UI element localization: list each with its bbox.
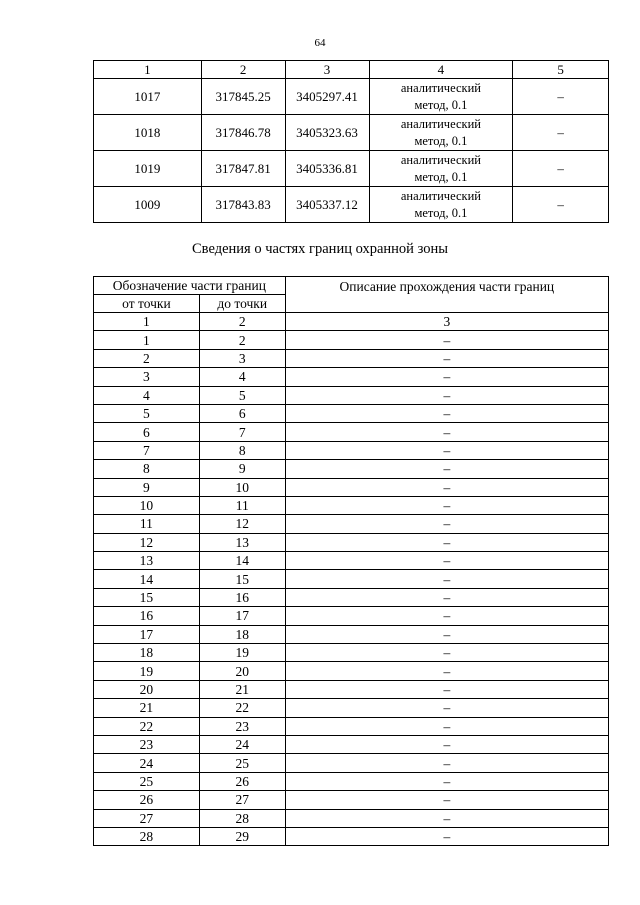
part-description: – xyxy=(285,552,608,570)
part-description: – xyxy=(285,368,608,386)
to-point: 19 xyxy=(199,644,285,662)
from-point: 17 xyxy=(94,625,200,643)
to-point-header: до точки xyxy=(199,295,285,313)
from-point: 9 xyxy=(94,478,200,496)
from-point: 20 xyxy=(94,680,200,698)
from-point: 8 xyxy=(94,460,200,478)
table-row xyxy=(94,588,609,606)
point-number: 1018 xyxy=(94,115,202,151)
part-description: – xyxy=(285,735,608,753)
table-row xyxy=(94,404,609,422)
part-description: – xyxy=(285,791,608,809)
table-row xyxy=(94,533,609,551)
x-coordinate: 317843.83 xyxy=(201,187,285,223)
table-row xyxy=(94,570,609,588)
table-row xyxy=(94,79,609,115)
table-row xyxy=(94,791,609,809)
part-description: – xyxy=(285,588,608,606)
method-line: метод, 0.1 xyxy=(414,205,468,220)
from-point: 6 xyxy=(94,423,200,441)
to-point: 29 xyxy=(199,827,285,845)
x-coordinate: 317845.25 xyxy=(201,79,285,115)
y-coordinate: 3405297.41 xyxy=(285,79,369,115)
part-description: – xyxy=(285,515,608,533)
part-description: – xyxy=(285,441,608,459)
coordinates-header-row xyxy=(94,61,609,79)
table-row xyxy=(94,699,609,717)
column-number: 5 xyxy=(513,61,609,79)
y-coordinate: 3405337.12 xyxy=(285,187,369,223)
to-point: 8 xyxy=(199,441,285,459)
x-coordinate: 317847.81 xyxy=(201,151,285,187)
to-point: 16 xyxy=(199,588,285,606)
determination-method xyxy=(369,79,513,115)
to-point: 14 xyxy=(199,552,285,570)
part-description: – xyxy=(285,809,608,827)
part-description: – xyxy=(285,772,608,790)
column-5-value: – xyxy=(513,151,609,187)
table-row xyxy=(94,423,609,441)
from-point: 1 xyxy=(94,331,200,349)
from-point: 16 xyxy=(94,607,200,625)
point-number: 1017 xyxy=(94,79,202,115)
method-line: аналитический xyxy=(400,152,481,167)
table-row xyxy=(94,680,609,698)
part-description: – xyxy=(285,570,608,588)
column-5-value: – xyxy=(513,187,609,223)
method-line: аналитический xyxy=(400,80,481,95)
part-description: – xyxy=(285,331,608,349)
point-number: 1019 xyxy=(94,151,202,187)
to-point: 22 xyxy=(199,699,285,717)
part-description: – xyxy=(285,607,608,625)
column-number: 3 xyxy=(285,61,369,79)
determination-method xyxy=(369,115,513,151)
to-point: 11 xyxy=(199,496,285,514)
column-number: 2 xyxy=(201,61,285,79)
from-point: 7 xyxy=(94,441,200,459)
coordinates-table xyxy=(93,60,609,223)
method-line: метод, 0.1 xyxy=(414,97,468,112)
from-point: 4 xyxy=(94,386,200,404)
parts-header-row xyxy=(94,277,609,295)
part-description: – xyxy=(285,827,608,845)
part-description: – xyxy=(285,496,608,514)
table-row xyxy=(94,754,609,772)
point-number: 1009 xyxy=(94,187,202,223)
section-title: Сведения о частях границ охранной зоны xyxy=(192,241,448,257)
table-row xyxy=(94,349,609,367)
from-point-header: от точки xyxy=(94,295,200,313)
from-point: 18 xyxy=(94,644,200,662)
from-point: 19 xyxy=(94,662,200,680)
part-description: – xyxy=(285,625,608,643)
to-point: 18 xyxy=(199,625,285,643)
from-point: 14 xyxy=(94,570,200,588)
to-point: 24 xyxy=(199,735,285,753)
to-point: 5 xyxy=(199,386,285,404)
determination-method xyxy=(369,187,513,223)
method-line: аналитический xyxy=(400,116,481,131)
table-row xyxy=(94,625,609,643)
table-row xyxy=(94,644,609,662)
to-point: 27 xyxy=(199,791,285,809)
to-point: 7 xyxy=(199,423,285,441)
to-point: 13 xyxy=(199,533,285,551)
from-point: 28 xyxy=(94,827,200,845)
part-description: – xyxy=(285,386,608,404)
part-description: – xyxy=(285,349,608,367)
column-number: 1 xyxy=(94,313,200,331)
part-description: – xyxy=(285,662,608,680)
from-point: 23 xyxy=(94,735,200,753)
to-point: 12 xyxy=(199,515,285,533)
x-coordinate: 317846.78 xyxy=(201,115,285,151)
from-point: 2 xyxy=(94,349,200,367)
table-row xyxy=(94,772,609,790)
to-point: 25 xyxy=(199,754,285,772)
table-row xyxy=(94,552,609,570)
from-point: 13 xyxy=(94,552,200,570)
table-row xyxy=(94,460,609,478)
table-row xyxy=(94,386,609,404)
column-number: 2 xyxy=(199,313,285,331)
column-5-value: – xyxy=(513,79,609,115)
to-point: 17 xyxy=(199,607,285,625)
parts-numbering-row xyxy=(94,313,609,331)
part-description: – xyxy=(285,533,608,551)
part-description: – xyxy=(285,478,608,496)
from-point: 25 xyxy=(94,772,200,790)
to-point: 10 xyxy=(199,478,285,496)
from-point: 21 xyxy=(94,699,200,717)
table-row xyxy=(94,662,609,680)
to-point: 4 xyxy=(199,368,285,386)
to-point: 15 xyxy=(199,570,285,588)
part-description: – xyxy=(285,699,608,717)
column-number: 4 xyxy=(369,61,513,79)
table-row xyxy=(94,496,609,514)
to-point: 3 xyxy=(199,349,285,367)
from-point: 24 xyxy=(94,754,200,772)
part-description: – xyxy=(285,460,608,478)
table-row xyxy=(94,478,609,496)
to-point: 20 xyxy=(199,662,285,680)
part-description: – xyxy=(285,404,608,422)
column-number: 3 xyxy=(285,313,608,331)
to-point: 2 xyxy=(199,331,285,349)
from-point: 12 xyxy=(94,533,200,551)
part-description: – xyxy=(285,754,608,772)
table-row xyxy=(94,827,609,845)
from-point: 3 xyxy=(94,368,200,386)
column-number: 1 xyxy=(94,61,202,79)
boundary-part-designation-header: Обозначение части границ xyxy=(94,277,286,295)
y-coordinate: 3405323.63 xyxy=(285,115,369,151)
part-description: – xyxy=(285,717,608,735)
to-point: 26 xyxy=(199,772,285,790)
boundary-parts-table xyxy=(93,276,609,846)
table-row xyxy=(94,115,609,151)
to-point: 9 xyxy=(199,460,285,478)
from-point: 27 xyxy=(94,809,200,827)
part-description: – xyxy=(285,644,608,662)
to-point: 23 xyxy=(199,717,285,735)
from-point: 5 xyxy=(94,404,200,422)
method-line: метод, 0.1 xyxy=(414,169,468,184)
y-coordinate: 3405336.81 xyxy=(285,151,369,187)
column-5-value: – xyxy=(513,115,609,151)
page-number: 64 xyxy=(314,37,326,49)
table-row xyxy=(94,735,609,753)
table-row xyxy=(94,607,609,625)
from-point: 10 xyxy=(94,496,200,514)
part-description: – xyxy=(285,423,608,441)
table-row xyxy=(94,717,609,735)
method-line: аналитический xyxy=(400,188,481,203)
from-point: 26 xyxy=(94,791,200,809)
table-row xyxy=(94,368,609,386)
to-point: 6 xyxy=(199,404,285,422)
method-line: метод, 0.1 xyxy=(414,133,468,148)
determination-method xyxy=(369,151,513,187)
part-description: – xyxy=(285,680,608,698)
from-point: 11 xyxy=(94,515,200,533)
table-row xyxy=(94,441,609,459)
table-row xyxy=(94,515,609,533)
table-row xyxy=(94,151,609,187)
table-row xyxy=(94,187,609,223)
to-point: 21 xyxy=(199,680,285,698)
table-row xyxy=(94,331,609,349)
description-header: Описание прохождения части границ xyxy=(285,277,608,313)
from-point: 15 xyxy=(94,588,200,606)
to-point: 28 xyxy=(199,809,285,827)
from-point: 22 xyxy=(94,717,200,735)
table-row xyxy=(94,809,609,827)
